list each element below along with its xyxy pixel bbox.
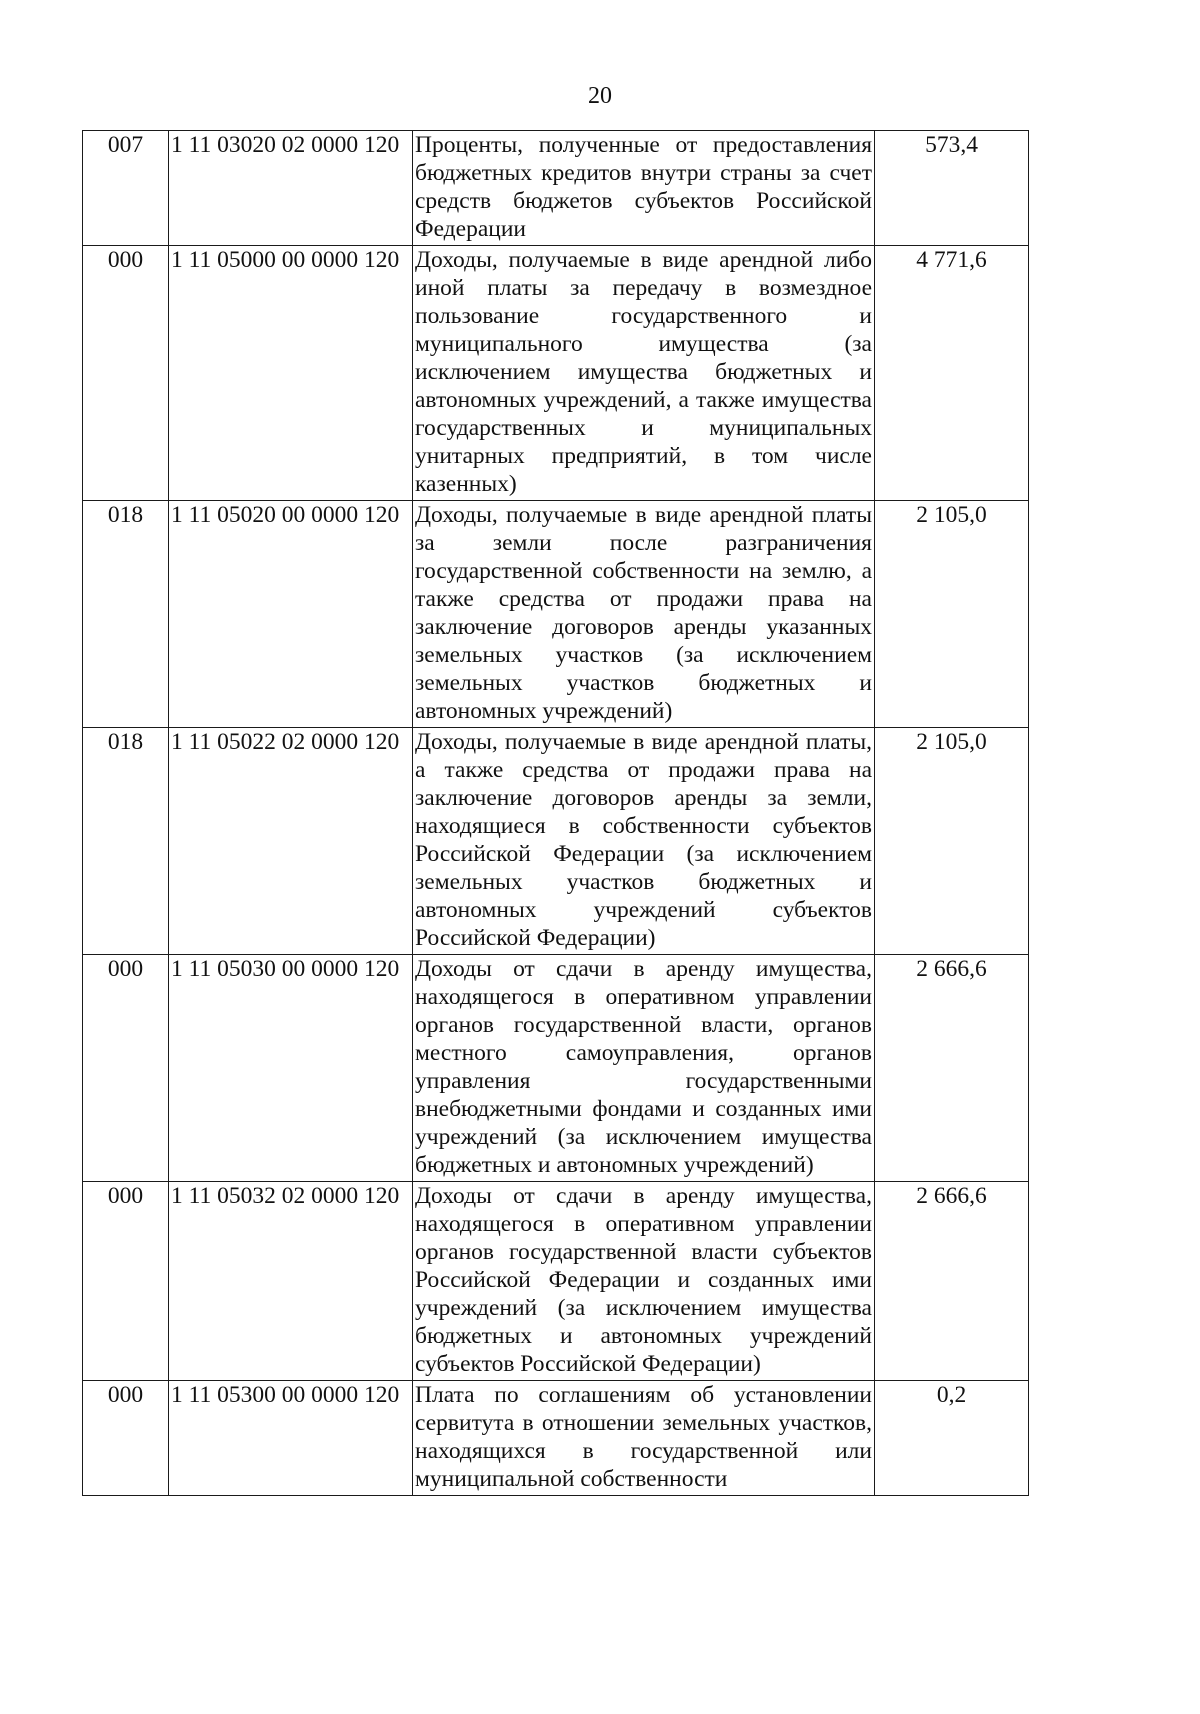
revenue-name-cell: Доходы от сдачи в аренду имущества, находящегося в оперативном управлении органов государственной власти, органов местного самоуправления, органов управления государственными внебюджетными фондами и созданных ими учреждений (за исключением имущества бюджетных и автономных учреждений) <box>413 955 875 1182</box>
amount-cell: 573,4 <box>875 131 1029 246</box>
amount-cell: 2 666,6 <box>875 955 1029 1182</box>
table-row <box>83 131 1029 246</box>
amount-cell: 2 666,6 <box>875 1182 1029 1381</box>
revenue-name-cell: Доходы, получаемые в виде арендной платы за земли после разграничения государственной собственности на землю, а также средства от продажи права на заключение договоров аренды указанных земельных участков (за исключением земельных участков бюджетных и автономных учреждений) <box>413 501 875 728</box>
budget-code-cell: 1 11 05000 00 0000 120 <box>169 246 413 501</box>
amount-cell: 0,2 <box>875 1381 1029 1496</box>
budget-revenue-table <box>82 130 1029 1496</box>
admin-code-cell: 000 <box>83 955 169 1182</box>
table-row <box>83 1381 1029 1496</box>
amount-cell: 4 771,6 <box>875 246 1029 501</box>
budget-code-cell: 1 11 05020 00 0000 120 <box>169 501 413 728</box>
budget-code-cell: 1 11 05300 00 0000 120 <box>169 1381 413 1496</box>
budget-code-cell: 1 11 03020 02 0000 120 <box>169 131 413 246</box>
admin-code-cell: 007 <box>83 131 169 246</box>
table-row <box>83 728 1029 955</box>
admin-code-cell: 018 <box>83 501 169 728</box>
page-number: 20 <box>588 83 612 109</box>
revenue-name-cell: Плата по соглашениям об установлении сервитута в отношении земельных участков, находящихся в государственной или муниципальной собственности <box>413 1381 875 1496</box>
budget-code-cell: 1 11 05032 02 0000 120 <box>169 1182 413 1381</box>
budget-code-cell: 1 11 05030 00 0000 120 <box>169 955 413 1182</box>
amount-cell: 2 105,0 <box>875 501 1029 728</box>
budget-code-cell: 1 11 05022 02 0000 120 <box>169 728 413 955</box>
admin-code-cell: 000 <box>83 246 169 501</box>
amount-cell: 2 105,0 <box>875 728 1029 955</box>
admin-code-cell: 018 <box>83 728 169 955</box>
table-row <box>83 501 1029 728</box>
table-row <box>83 1182 1029 1381</box>
admin-code-cell: 000 <box>83 1381 169 1496</box>
revenue-name-cell: Проценты, полученные от предоставления бюджетных кредитов внутри страны за счет средств бюджетов субъектов Российской Федерации <box>413 131 875 246</box>
revenue-name-cell: Доходы, получаемые в виде арендной либо иной платы за передачу в возмездное пользование государственного и муниципального имущества (за исключением имущества бюджетных и автономных учреждений, а также имущества государственных и муниципальных унитарных предприятий, в том числе казенных) <box>413 246 875 501</box>
admin-code-cell: 000 <box>83 1182 169 1381</box>
table-row <box>83 955 1029 1182</box>
revenue-name-cell: Доходы от сдачи в аренду имущества, находящегося в оперативном управлении органов государственной власти субъектов Российской Федерации и созданных ими учреждений (за исключением имущества бюджетных и автономных учреждений субъектов Российской Федерации) <box>413 1182 875 1381</box>
revenue-name-cell: Доходы, получаемые в виде арендной платы, а также средства от продажи права на заключение договоров аренды за земли, находящиеся в собственности субъектов Российской Федерации (за исключением земельных участков бюджетных и автономных учреждений субъектов Российской Федерации) <box>413 728 875 955</box>
table-row <box>83 246 1029 501</box>
